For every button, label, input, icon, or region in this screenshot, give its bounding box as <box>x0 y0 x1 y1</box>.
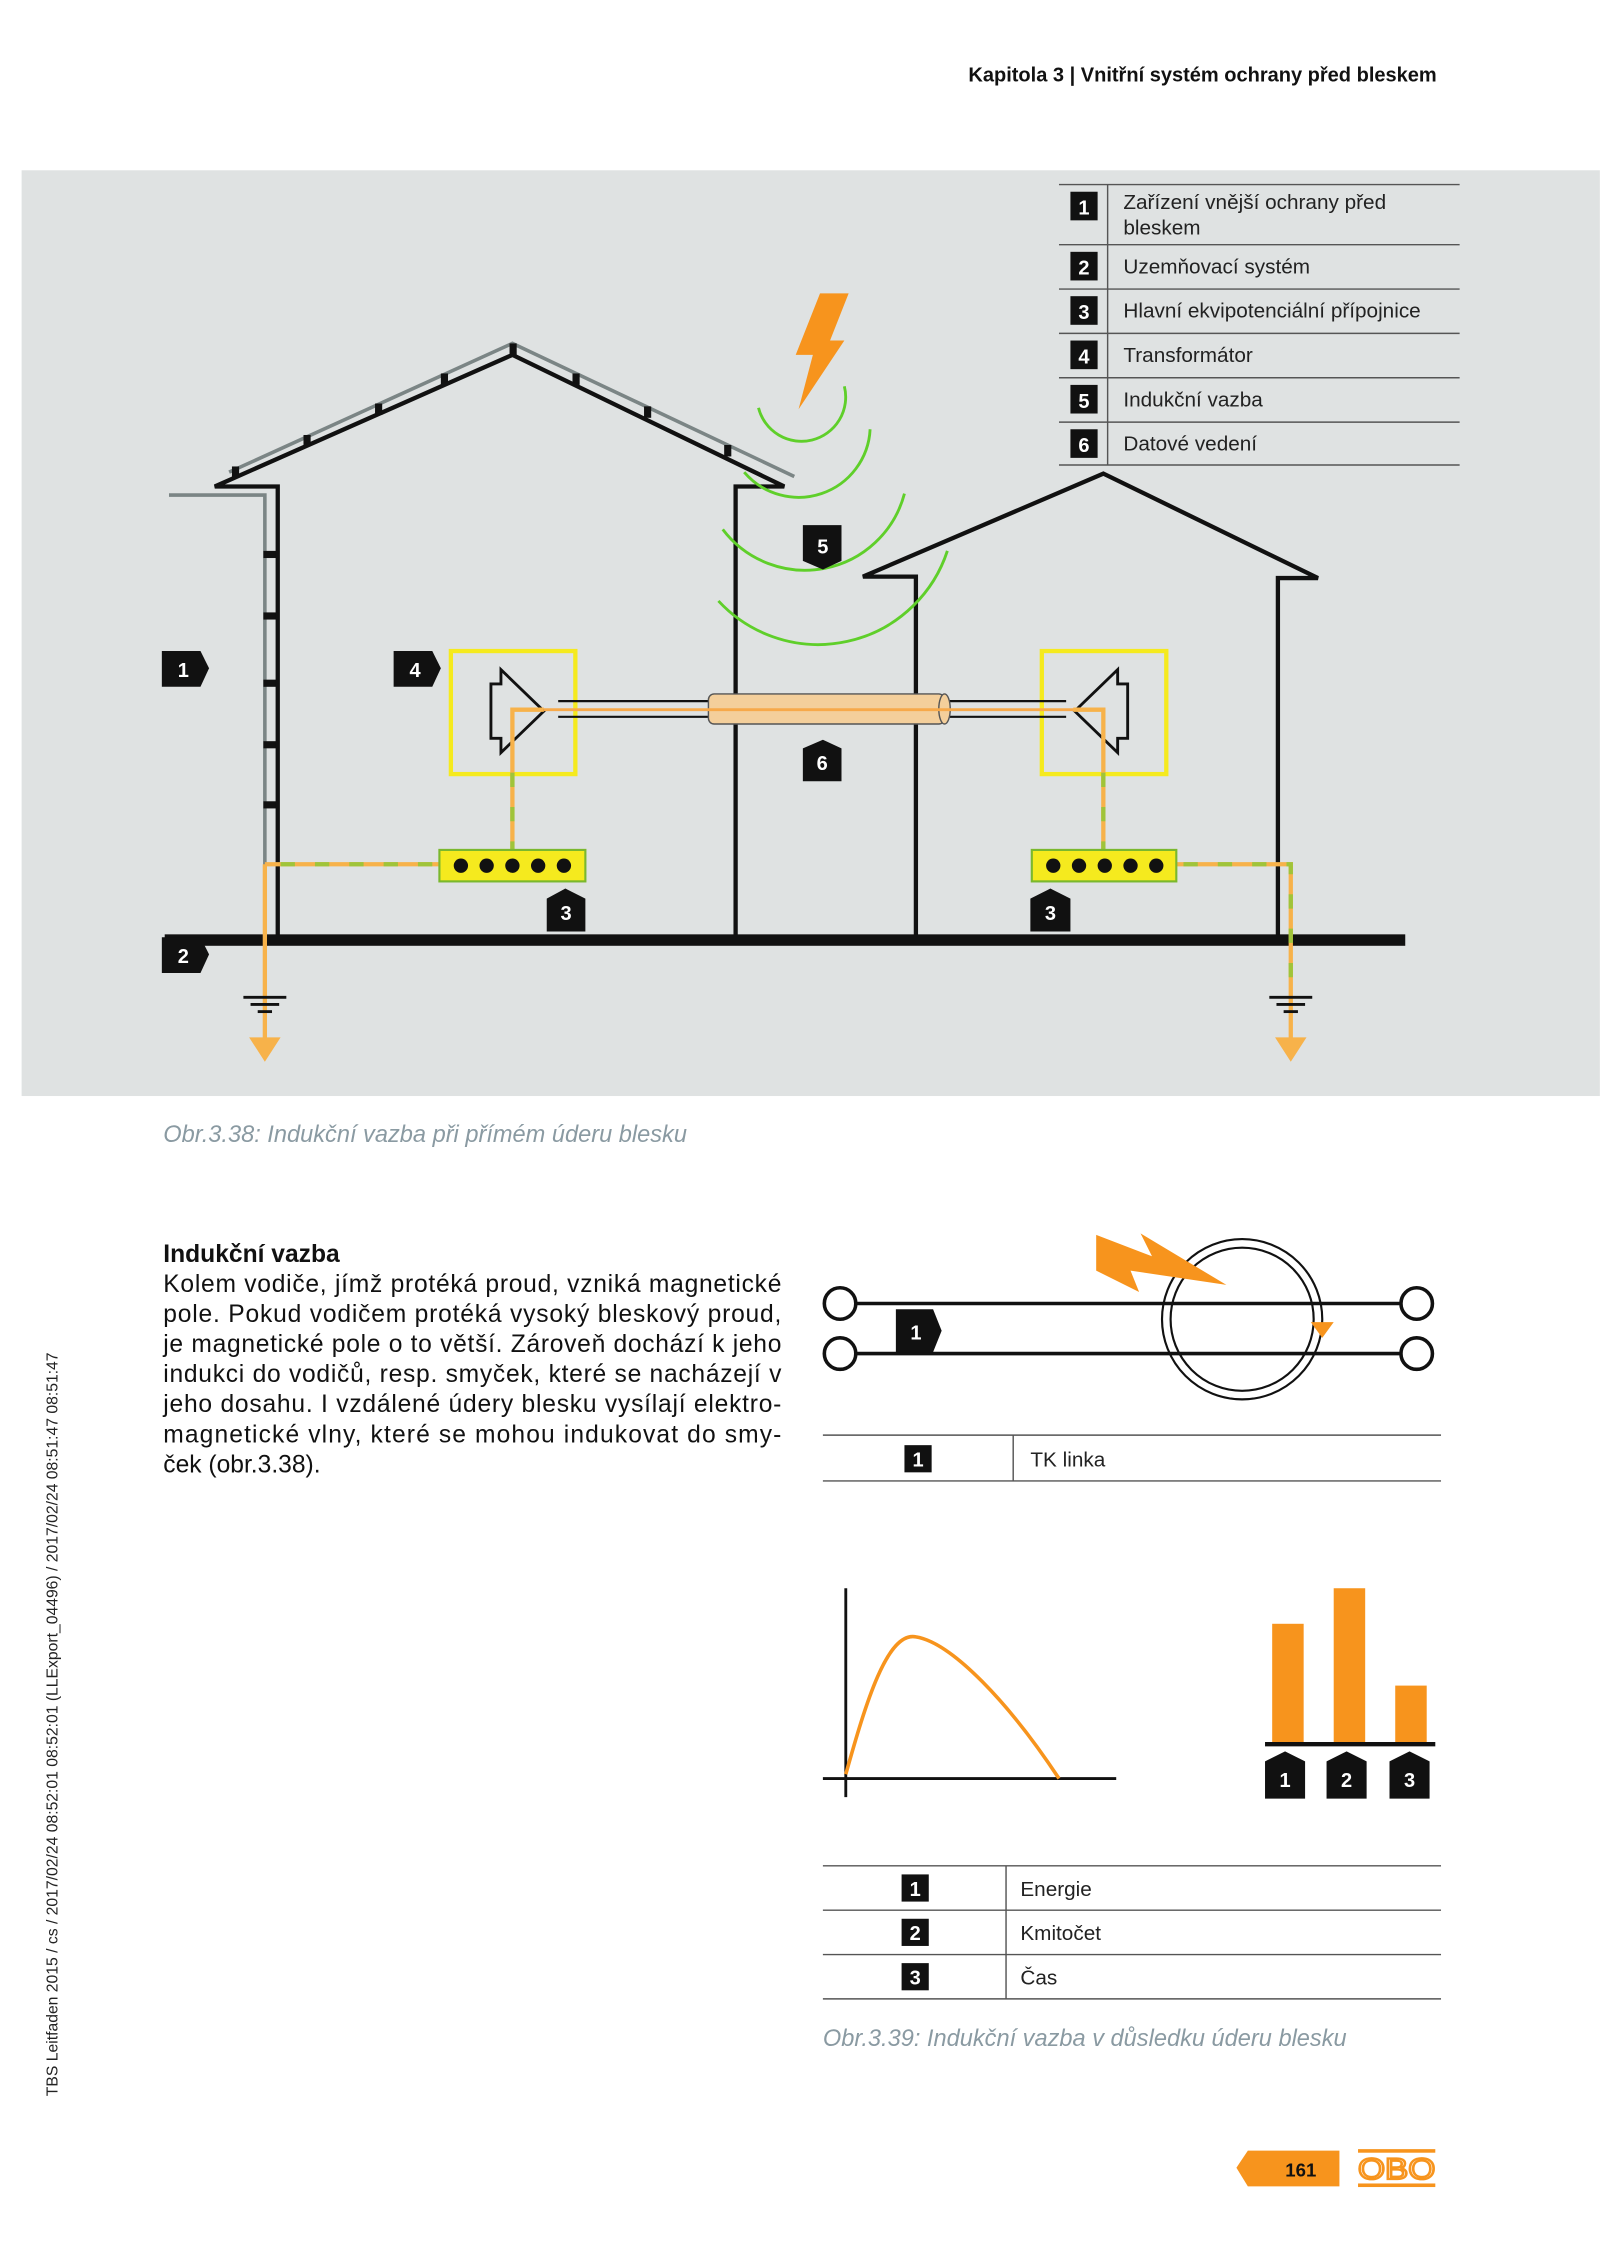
legend-label: Zařízení vnější ochrany před <box>1123 190 1387 214</box>
svg-text:2: 2 <box>1341 1770 1353 1793</box>
bar-marker <box>1265 1751 1305 1798</box>
legend-label: Indukční vazba <box>1123 388 1263 412</box>
legend-label: TK linka <box>1030 1448 1106 1472</box>
pulse-chart <box>823 1588 1116 1797</box>
figure-caption-3-38: Obr.3.38: Indukční vazba při přímém úderu blesku <box>163 1121 687 1148</box>
legend-row <box>1070 296 1420 325</box>
marker-4 <box>394 651 441 687</box>
telecom-line-diagram <box>824 1233 1432 1399</box>
obo-logo <box>1358 2149 1435 2187</box>
figure-3-39 <box>823 1233 1441 1999</box>
svg-text:3: 3 <box>1403 1770 1416 1793</box>
article-line: jeho dosahu. I vzdálené údery blesku vysílají elektro- <box>163 1391 782 1419</box>
legend-row <box>902 1919 1102 1946</box>
pulse-curve <box>846 1637 1059 1779</box>
legend-num: 1 <box>912 1449 924 1472</box>
legend-label: Datové vedení <box>1123 432 1258 456</box>
article-line: je magnetické pole o to větší. Zároveň dochází k jeho <box>163 1331 782 1359</box>
marker-6 <box>803 740 842 781</box>
figure-3-38 <box>22 170 1600 1096</box>
bar-2 <box>1334 1588 1365 1743</box>
article-line: magnetické vlny, které se mohou indukovat do smy- <box>163 1421 782 1449</box>
side-note: TBS Leitfaden 2015 / cs / 2017/02/24 08:52:01 08:52:01 (LLExport_04496) / 2017/02/24 08:51:47 08:51:47 <box>44 1352 62 2097</box>
article-heading: Indukční vazba <box>163 1241 340 1269</box>
legend-row <box>902 1874 1092 1901</box>
legend-num: 1 <box>1078 197 1090 220</box>
svg-text:3: 3 <box>560 903 572 926</box>
bar-1 <box>1272 1624 1303 1743</box>
marker-2 <box>162 937 209 973</box>
svg-text:2: 2 <box>177 945 189 968</box>
article-line: pole. Pokud vodičem protéká vysoký bleskový proud, <box>163 1301 782 1329</box>
svg-text:3: 3 <box>1044 903 1056 926</box>
svg-text:3: 3 <box>909 1967 921 1990</box>
svg-text:6: 6 <box>816 752 828 775</box>
bar-3 <box>1395 1686 1426 1743</box>
svg-text:2: 2 <box>909 1923 921 1946</box>
marker-1: 1 <box>910 1322 922 1345</box>
svg-text:Kmitočet: Kmitočet <box>1020 1922 1102 1946</box>
legend-num: 3 <box>1078 302 1090 325</box>
svg-text:Energie: Energie <box>1020 1877 1092 1901</box>
ground-line <box>165 934 1406 945</box>
article-line: indukci do vodičů, resp. smyček, které se nacházejí v <box>163 1361 782 1389</box>
svg-text:Čas: Čas <box>1020 1966 1058 1990</box>
legend-num: 5 <box>1078 390 1090 413</box>
bar-marker <box>1327 1751 1367 1798</box>
lightning-bolt-icon <box>1096 1233 1226 1292</box>
legend-label: bleskem <box>1123 216 1201 240</box>
bar-marker <box>1390 1751 1430 1798</box>
svg-text:4: 4 <box>409 659 421 682</box>
bar-chart <box>1265 1588 1435 1744</box>
article-line: Kolem vodiče, jímž protéká proud, vzniká magnetické <box>163 1271 782 1299</box>
svg-text:1: 1 <box>909 1878 921 1901</box>
page-number: 161 <box>1285 2159 1317 2181</box>
svg-text:1: 1 <box>177 659 189 682</box>
svg-text:5: 5 <box>817 536 829 559</box>
equipotential-busbar-left <box>439 850 585 881</box>
marker-1 <box>162 651 209 687</box>
equipotential-busbar-right <box>1032 850 1177 881</box>
legend-row <box>902 1963 1058 1990</box>
legend-num: 2 <box>1078 257 1090 280</box>
page-number-badge <box>1236 2151 1339 2187</box>
legend-label: Uzemňovací systém <box>1123 255 1311 279</box>
svg-text:1: 1 <box>1279 1770 1291 1793</box>
legend-num: 6 <box>1078 435 1090 458</box>
figure-caption-3-39: Obr.3.39: Indukční vazba v důsledku úderu blesku <box>822 2026 1347 2053</box>
legend-num: 4 <box>1078 346 1090 369</box>
direction-arrow-icon <box>1311 1322 1334 1338</box>
obo-logo-text: OBO <box>1358 2153 1436 2187</box>
marker-5 <box>803 525 842 569</box>
legend-label: Hlavní ekvipotenciální přípojnice <box>1123 299 1421 323</box>
article-line: ček (obr.3.38). <box>163 1451 321 1479</box>
article <box>162 1241 782 1478</box>
legend-label: Transformátor <box>1123 344 1253 368</box>
chapter-header: Kapitola 3 | Vnitřní systém ochrany před bleskem <box>968 64 1437 87</box>
